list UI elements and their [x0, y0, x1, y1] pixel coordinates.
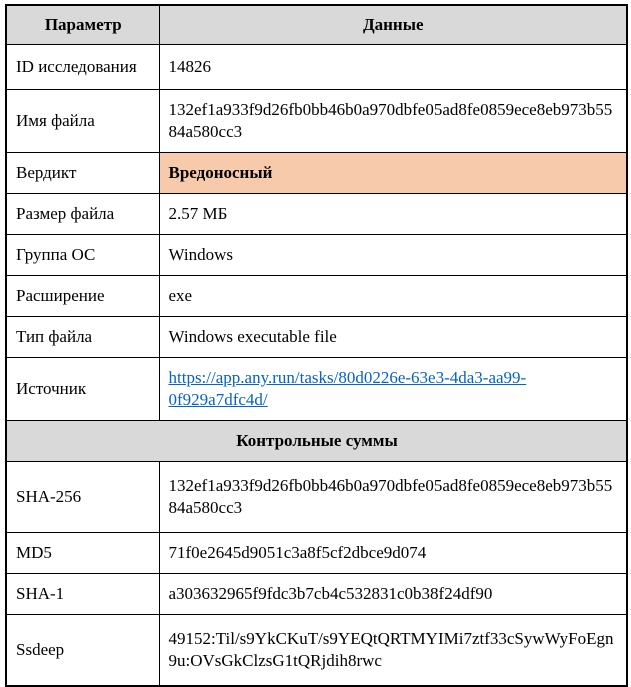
row-label: Источник — [6, 358, 159, 421]
row-md5 — [6, 533, 627, 574]
sha1-value: a303632965f9fdc3b7cb4c532831c0b38f24df90 — [159, 574, 627, 615]
section-header-checksums: Контрольные суммы — [6, 421, 627, 462]
column-header-data: Данные — [159, 5, 627, 45]
row-file-name — [6, 90, 627, 153]
file-size-value: 2.57 МБ — [159, 194, 627, 235]
row-verdict — [6, 153, 627, 194]
section-header-row — [6, 421, 627, 462]
column-header-parameter: Параметр — [6, 5, 159, 45]
source-value — [159, 358, 627, 421]
row-label: Размер файла — [6, 194, 159, 235]
row-label: Имя файла — [6, 90, 159, 153]
row-label: ID исследования — [6, 45, 159, 90]
row-label: Тип файла — [6, 317, 159, 358]
extension-value: exe — [159, 276, 627, 317]
row-extension — [6, 276, 627, 317]
row-label: Вердикт — [6, 153, 159, 194]
row-study-id — [6, 45, 627, 90]
row-label: Расширение — [6, 276, 159, 317]
row-label: MD5 — [6, 533, 159, 574]
file-type-value: Windows executable file — [159, 317, 627, 358]
row-ssdeep — [6, 615, 627, 687]
ssdeep-value: 49152:Til/s9YkCKuT/s9YEQtQRTMYIMi7ztf33cSywWyFoEgn9u:OVsGkClzsG1tQRjdih8rwc — [159, 615, 627, 687]
row-label: Группа ОС — [6, 235, 159, 276]
verdict-badge: Вредоносный — [159, 153, 627, 194]
row-label: SHA-256 — [6, 462, 159, 533]
file-name-value: 132ef1a933f9d26fb0bb46b0a970dbfe05ad8fe0859ece8eb973b5584a580cc3 — [159, 90, 627, 153]
row-source — [6, 358, 627, 421]
row-label: SHA-1 — [6, 574, 159, 615]
row-sha256 — [6, 462, 627, 533]
sha256-value: 132ef1a933f9d26fb0bb46b0a970dbfe05ad8fe0859ece8eb973b5584a580cc3 — [159, 462, 627, 533]
table-header-row — [6, 5, 627, 45]
source-link[interactable]: https://app.any.run/tasks/80d0226e-63e3-4da3-aa99-0f929a7dfc4d/ — [168, 368, 527, 409]
md5-value: 71f0e2645d9051c3a8f5cf2dbce9d074 — [159, 533, 627, 574]
analysis-report-table — [5, 4, 628, 687]
study-id-value: 14826 — [159, 45, 627, 90]
row-os-group — [6, 235, 627, 276]
row-sha1 — [6, 574, 627, 615]
row-file-type — [6, 317, 627, 358]
row-file-size — [6, 194, 627, 235]
os-group-value: Windows — [159, 235, 627, 276]
row-label: Ssdeep — [6, 615, 159, 687]
